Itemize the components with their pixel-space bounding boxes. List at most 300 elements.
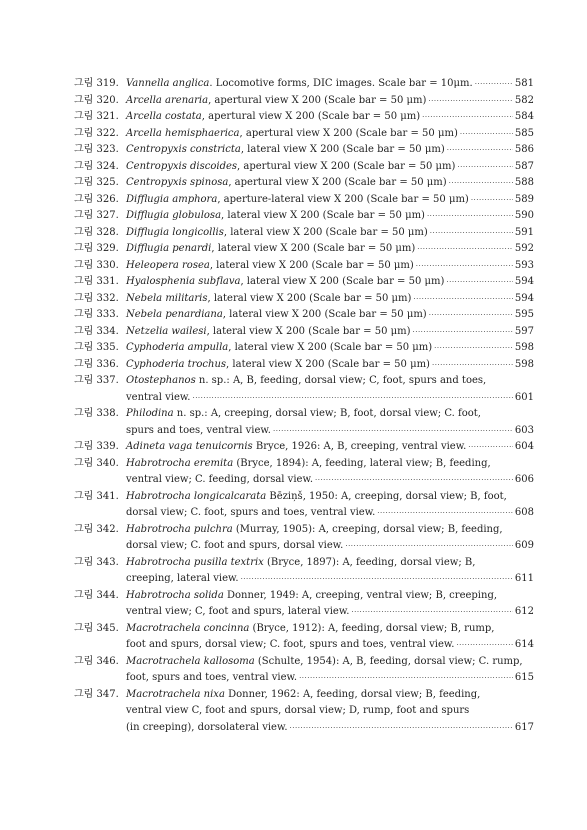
figure-label — [74, 159, 119, 176]
figure-caption — [126, 175, 534, 192]
caption-rest: ventral view C, foot and spurs, dorsal view; D, rump, foot and spurs — [126, 705, 470, 716]
figure-prefix: 그림 — [74, 210, 94, 221]
figure-entry — [74, 274, 534, 291]
figure-entry — [74, 555, 534, 588]
species-name: Centropyxis discoides — [126, 160, 238, 172]
caption-line — [126, 109, 534, 126]
figure-prefix: 그림 — [74, 160, 94, 172]
page-number: 594 — [514, 292, 534, 304]
figure-prefix: 그림 — [74, 127, 94, 139]
figure-entry — [74, 208, 534, 225]
caption-rest: , lateral view X 200 (Scale bar = 50 μm) — [221, 210, 425, 221]
caption-text — [126, 439, 466, 456]
figure-entry — [74, 522, 534, 555]
page-number: 611 — [514, 573, 534, 584]
figure-label — [74, 621, 119, 638]
page-number: 595 — [514, 309, 534, 320]
caption-line — [126, 406, 534, 423]
species-name: Arcella costata — [126, 111, 202, 122]
caption-rest: ventral view. — [126, 391, 191, 403]
caption-text — [126, 340, 432, 357]
caption-rest: spurs and toes, ventral view. — [126, 424, 271, 436]
dot-leader — [413, 291, 512, 308]
figure-label — [74, 406, 119, 423]
page-number: 589 — [514, 193, 534, 205]
caption-line — [126, 225, 534, 242]
species-name: Hyalosphenia subflava — [126, 276, 241, 287]
caption-line — [126, 654, 534, 671]
caption-line — [126, 456, 534, 473]
species-name: Habrotrocha longicalcarata — [126, 490, 267, 502]
figure-list — [74, 76, 534, 736]
caption-rest: n. sp.: A, creeping, dorsal view; B, foot, dorsal view; C. foot, — [173, 408, 481, 419]
caption-line — [126, 687, 534, 704]
caption-line — [126, 472, 534, 489]
figure-number: 339. — [96, 441, 119, 452]
species-name: Difflugia amphora — [126, 193, 218, 205]
figure-prefix: 그림 — [74, 490, 94, 502]
species-name: Macrotrachela kallosoma — [126, 655, 255, 667]
figure-label — [74, 357, 119, 374]
figure-caption — [126, 439, 534, 456]
caption-line — [126, 274, 534, 291]
caption-rest: (in creeping), dorsolateral view. — [126, 721, 288, 733]
species-name: Habrotrocha pulchra — [126, 523, 233, 535]
figure-caption — [126, 258, 534, 275]
caption-rest: (Bryce, 1912): A, feeding, dorsal view; B, rump, — [249, 622, 495, 634]
figure-entry — [74, 241, 534, 258]
figure-caption — [126, 109, 534, 126]
dot-leader — [299, 670, 513, 687]
figure-entry — [74, 489, 534, 522]
figure-caption — [126, 291, 534, 308]
caption-text — [126, 109, 420, 126]
caption-line — [126, 505, 534, 522]
caption-line — [126, 703, 534, 720]
page-number: 597 — [514, 325, 534, 337]
caption-rest: dorsal view; C. foot and spurs, dorsal view. — [126, 540, 344, 551]
page-number: 585 — [514, 127, 534, 139]
caption-line — [126, 423, 534, 440]
caption-rest: , lateral view X 200 (Scale bar = 50 μm) — [223, 226, 428, 238]
caption-line — [126, 357, 534, 374]
figure-caption — [126, 456, 534, 489]
caption-line — [126, 373, 534, 390]
caption-text — [126, 654, 523, 671]
species-name: Habrotrocha solida — [126, 589, 224, 601]
figure-number: 319. — [96, 78, 119, 89]
figure-label — [74, 373, 119, 390]
page-number: 587 — [514, 160, 534, 172]
page-number: 582 — [514, 94, 534, 106]
figure-entry — [74, 175, 534, 192]
figure-entry — [74, 406, 534, 439]
figure-entry — [74, 357, 534, 374]
species-name: Arcella arenaria — [126, 94, 209, 106]
dot-leader — [430, 225, 513, 242]
figure-prefix: 그림 — [74, 111, 94, 122]
figure-entry — [74, 225, 534, 242]
figure-caption — [126, 192, 534, 209]
figure-number: 330. — [96, 259, 119, 271]
page-number: 603 — [514, 424, 534, 436]
caption-line — [126, 76, 534, 93]
figure-caption — [126, 588, 534, 621]
figure-number: 324. — [96, 160, 119, 172]
caption-text — [126, 390, 190, 407]
dot-leader — [446, 274, 513, 291]
caption-text — [126, 588, 497, 605]
figure-caption — [126, 76, 534, 93]
figure-caption — [126, 307, 534, 324]
figure-prefix: 그림 — [74, 276, 94, 287]
caption-text — [126, 456, 491, 473]
dot-leader — [429, 307, 513, 324]
caption-text — [126, 621, 494, 638]
caption-text — [126, 604, 349, 621]
dot-leader — [427, 208, 513, 225]
dot-leader — [345, 538, 513, 555]
caption-rest: , lateral view X 200 (Scale bar = 50 μm) — [240, 144, 445, 155]
caption-line — [126, 258, 534, 275]
figure-label — [74, 142, 119, 159]
figure-label — [74, 258, 119, 275]
dot-leader — [416, 258, 513, 275]
dot-leader — [422, 109, 513, 126]
species-name: Macrotrachela concinna — [126, 622, 250, 634]
caption-rest: creeping, lateral view. — [126, 573, 239, 584]
dot-leader — [377, 505, 513, 522]
caption-rest: , lateral view X 200 (Scale bar = 50 μm) — [228, 342, 433, 353]
caption-text — [126, 489, 507, 506]
figure-label — [74, 208, 119, 225]
caption-line — [126, 126, 534, 143]
caption-rest: , lateral view X 200 (Scale bar = 50 μm) — [211, 243, 416, 254]
figure-number: 345. — [96, 622, 119, 634]
caption-rest: , lateral view X 200 (Scale bar = 50 μm) — [240, 276, 445, 287]
page-number: 588 — [514, 177, 534, 188]
figure-number: 335. — [96, 342, 119, 353]
figure-prefix: 그림 — [74, 292, 94, 304]
figure-entry — [74, 588, 534, 621]
figure-label — [74, 274, 119, 291]
figure-entry — [74, 93, 534, 110]
figure-number: 333. — [96, 309, 119, 320]
page-number: 598 — [514, 342, 534, 353]
dot-leader — [241, 571, 513, 588]
figure-caption — [126, 324, 534, 341]
figure-caption — [126, 357, 534, 374]
caption-text — [126, 406, 481, 423]
dot-leader — [457, 159, 513, 176]
caption-rest: dorsal view; C. foot, spurs and toes, ventral view. — [126, 507, 376, 518]
page-number: 614 — [514, 639, 534, 650]
dot-leader — [428, 93, 513, 110]
figure-entry — [74, 159, 534, 176]
species-name: Heleopera rosea — [126, 259, 210, 271]
species-name: Habrotrocha eremita — [126, 457, 234, 469]
caption-rest: ventral view; C, foot and spurs, lateral view. — [126, 606, 350, 617]
caption-text — [126, 274, 444, 291]
page-number: 615 — [514, 672, 534, 683]
caption-text — [126, 307, 427, 324]
dot-leader — [434, 340, 513, 357]
figure-number: 344. — [96, 589, 119, 601]
caption-text — [126, 76, 473, 93]
page-number: 586 — [514, 144, 534, 155]
figure-entry — [74, 456, 534, 489]
figure-entry — [74, 340, 534, 357]
caption-line — [126, 241, 534, 258]
figure-label — [74, 241, 119, 258]
dot-leader — [413, 324, 513, 341]
figure-number: 326. — [96, 193, 119, 205]
figure-number: 346. — [96, 655, 119, 667]
dot-leader — [273, 423, 513, 440]
dot-leader — [475, 76, 513, 93]
caption-text — [126, 670, 297, 687]
figure-entry — [74, 654, 534, 687]
figure-caption — [126, 225, 534, 242]
species-name: Adineta vaga tenuicornis — [126, 441, 253, 452]
caption-text — [126, 720, 288, 737]
dot-leader — [290, 720, 513, 737]
figure-caption — [126, 274, 534, 291]
figure-caption — [126, 126, 534, 143]
caption-text — [126, 291, 411, 308]
species-name: Difflugia longicollis — [126, 226, 224, 238]
caption-text — [126, 126, 458, 143]
figure-prefix: 그림 — [74, 94, 94, 106]
page-number: 592 — [514, 243, 534, 254]
figure-number: 322. — [96, 127, 119, 139]
figure-entry — [74, 142, 534, 159]
figure-number: 325. — [96, 177, 119, 188]
figure-caption — [126, 687, 534, 737]
figure-prefix: 그림 — [74, 325, 94, 337]
caption-rest: , lateral view X 200 (Scale bar = 50 μm) — [207, 292, 412, 304]
caption-rest: (Schulte, 1954): A, B, feeding, dorsal view; C. rump, — [254, 655, 523, 667]
caption-rest: Bēziņš, 1950: A, creeping, dorsal view; B, foot, — [266, 490, 507, 502]
figure-prefix: 그림 — [74, 177, 94, 188]
caption-rest: , apertural view X 200 (Scale bar = 50 μm) — [208, 94, 427, 106]
caption-text — [126, 555, 475, 572]
caption-text — [126, 687, 480, 704]
figure-number: 332. — [96, 292, 119, 304]
caption-text — [126, 192, 469, 209]
figure-number: 327. — [96, 210, 119, 221]
caption-text — [126, 258, 414, 275]
page-number: 617 — [514, 721, 534, 733]
dot-leader — [315, 472, 513, 489]
dot-leader — [432, 357, 513, 374]
caption-text — [126, 208, 425, 225]
figure-label — [74, 687, 119, 704]
figure-caption — [126, 340, 534, 357]
page-number: 593 — [514, 259, 534, 271]
page-number: 612 — [514, 606, 534, 617]
page-number: 584 — [514, 111, 534, 122]
figure-caption — [126, 654, 534, 687]
figure-entry — [74, 687, 534, 737]
figure-number: 342. — [96, 523, 119, 535]
figure-prefix: 그림 — [74, 655, 94, 667]
caption-rest: Bryce, 1926: A, B, creeping, ventral view. — [252, 441, 467, 452]
species-name: Difflugia globulosa — [126, 210, 222, 221]
figure-label — [74, 225, 119, 242]
species-name: Centropyxis constricta — [126, 144, 241, 155]
figure-caption — [126, 159, 534, 176]
caption-line — [126, 93, 534, 110]
figure-prefix: 그림 — [74, 589, 94, 601]
figure-prefix: 그림 — [74, 309, 94, 320]
caption-line — [126, 621, 534, 638]
page-number: 608 — [514, 507, 534, 518]
figure-label — [74, 126, 119, 143]
caption-text — [126, 225, 428, 242]
figure-label — [74, 76, 119, 93]
caption-line — [126, 208, 534, 225]
caption-rest: foot and spurs, dorsal view; C. foot, spurs and toes, ventral view. — [126, 639, 455, 650]
page-number: 606 — [514, 474, 534, 485]
figure-number: 347. — [96, 688, 119, 700]
caption-text — [126, 159, 455, 176]
caption-text — [126, 571, 239, 588]
caption-line — [126, 175, 534, 192]
species-name: Cyphoderia ampulla — [126, 342, 229, 353]
figure-number: 340. — [96, 457, 119, 469]
dot-leader — [468, 439, 513, 456]
page-number: 604 — [514, 441, 534, 452]
species-name: Netzelia wailesi — [126, 325, 207, 337]
species-name: Macrotrachela nixa — [126, 688, 225, 700]
figure-prefix: 그림 — [74, 441, 94, 452]
dot-leader — [460, 126, 513, 143]
dot-leader — [447, 142, 513, 159]
figure-number: 329. — [96, 243, 119, 254]
figure-label — [74, 456, 119, 473]
caption-rest: n. sp.: A, B, feeding, dorsal view; C, foot, spurs and toes, — [195, 375, 487, 386]
species-name: Otostephanos — [126, 375, 196, 386]
dot-leader — [192, 390, 512, 407]
caption-rest: . Locomotive forms, DIC images. Scale bar = 10μm. — [209, 78, 473, 89]
caption-text — [126, 373, 486, 390]
figure-caption — [126, 555, 534, 588]
caption-line — [126, 291, 534, 308]
caption-line — [126, 670, 534, 687]
caption-line — [126, 390, 534, 407]
caption-rest: , lateral view X 200 (Scale bar = 50 μm) — [222, 309, 427, 320]
figure-entry — [74, 76, 534, 93]
species-name: Difflugia penardi — [126, 243, 212, 254]
caption-rest: , apertural view X 200 (Scale bar = 50 μm) — [201, 111, 421, 122]
figure-prefix: 그림 — [74, 375, 94, 386]
caption-line — [126, 159, 534, 176]
figure-entry — [74, 324, 534, 341]
figure-caption — [126, 406, 534, 439]
caption-line — [126, 604, 534, 621]
figure-prefix: 그림 — [74, 556, 94, 568]
figure-entry — [74, 439, 534, 456]
page-number: 590 — [514, 210, 534, 221]
caption-text — [126, 522, 503, 539]
page-number: 609 — [514, 540, 534, 551]
caption-text — [126, 324, 411, 341]
figure-number: 338. — [96, 408, 119, 419]
caption-text — [126, 472, 313, 489]
figure-prefix: 그림 — [74, 144, 94, 155]
page-number: 601 — [514, 391, 534, 403]
caption-text — [126, 703, 469, 720]
figure-number: 328. — [96, 226, 119, 238]
caption-line — [126, 522, 534, 539]
caption-line — [126, 489, 534, 506]
species-name: Centropyxis spinosa — [126, 177, 229, 188]
figure-prefix: 그림 — [74, 243, 94, 254]
figure-number: 341. — [96, 490, 119, 502]
page-number: 594 — [514, 276, 534, 287]
caption-line — [126, 555, 534, 572]
caption-line — [126, 340, 534, 357]
figure-prefix: 그림 — [74, 523, 94, 535]
figure-entry — [74, 126, 534, 143]
caption-text — [126, 241, 415, 258]
species-name: Nebela penardiana — [126, 309, 223, 320]
page-number: 598 — [514, 358, 534, 370]
caption-text — [126, 142, 445, 159]
figure-prefix: 그림 — [74, 622, 94, 634]
caption-line — [126, 142, 534, 159]
caption-line — [126, 324, 534, 341]
species-name: Cyphoderia trochus — [126, 358, 227, 370]
dot-leader — [351, 604, 513, 621]
page-number: 581 — [514, 78, 534, 89]
caption-line — [126, 720, 534, 737]
figure-number: 334. — [96, 325, 119, 337]
caption-rest: , lateral view X 200 (Scale bar = 50 μm) — [226, 358, 430, 370]
figure-label — [74, 307, 119, 324]
figure-caption — [126, 489, 534, 522]
figure-number: 323. — [96, 144, 119, 155]
species-name: Vannella anglica — [126, 78, 210, 89]
caption-line — [126, 571, 534, 588]
figure-label — [74, 93, 119, 110]
figure-caption — [126, 373, 534, 406]
figure-entry — [74, 291, 534, 308]
species-name: Philodina — [126, 408, 174, 419]
figure-entry — [74, 192, 534, 209]
figure-caption — [126, 241, 534, 258]
caption-text — [126, 357, 430, 374]
figure-label — [74, 588, 119, 605]
figure-prefix: 그림 — [74, 226, 94, 238]
caption-rest: ventral view; C. feeding, dorsal view. — [126, 474, 313, 485]
figure-label — [74, 192, 119, 209]
caption-line — [126, 538, 534, 555]
figure-prefix: 그림 — [74, 342, 94, 353]
figure-number: 337. — [96, 375, 119, 386]
figure-prefix: 그림 — [74, 193, 94, 205]
figure-label — [74, 522, 119, 539]
caption-rest: (Bryce, 1897): A, feeding, dorsal view; B, — [263, 556, 476, 568]
figure-label — [74, 175, 119, 192]
figure-label — [74, 340, 119, 357]
figure-entry — [74, 307, 534, 324]
page-number: 591 — [514, 226, 534, 238]
figure-number: 331. — [96, 276, 119, 287]
species-name: Habrotrocha pusilla textrix — [126, 556, 264, 568]
figure-caption — [126, 208, 534, 225]
